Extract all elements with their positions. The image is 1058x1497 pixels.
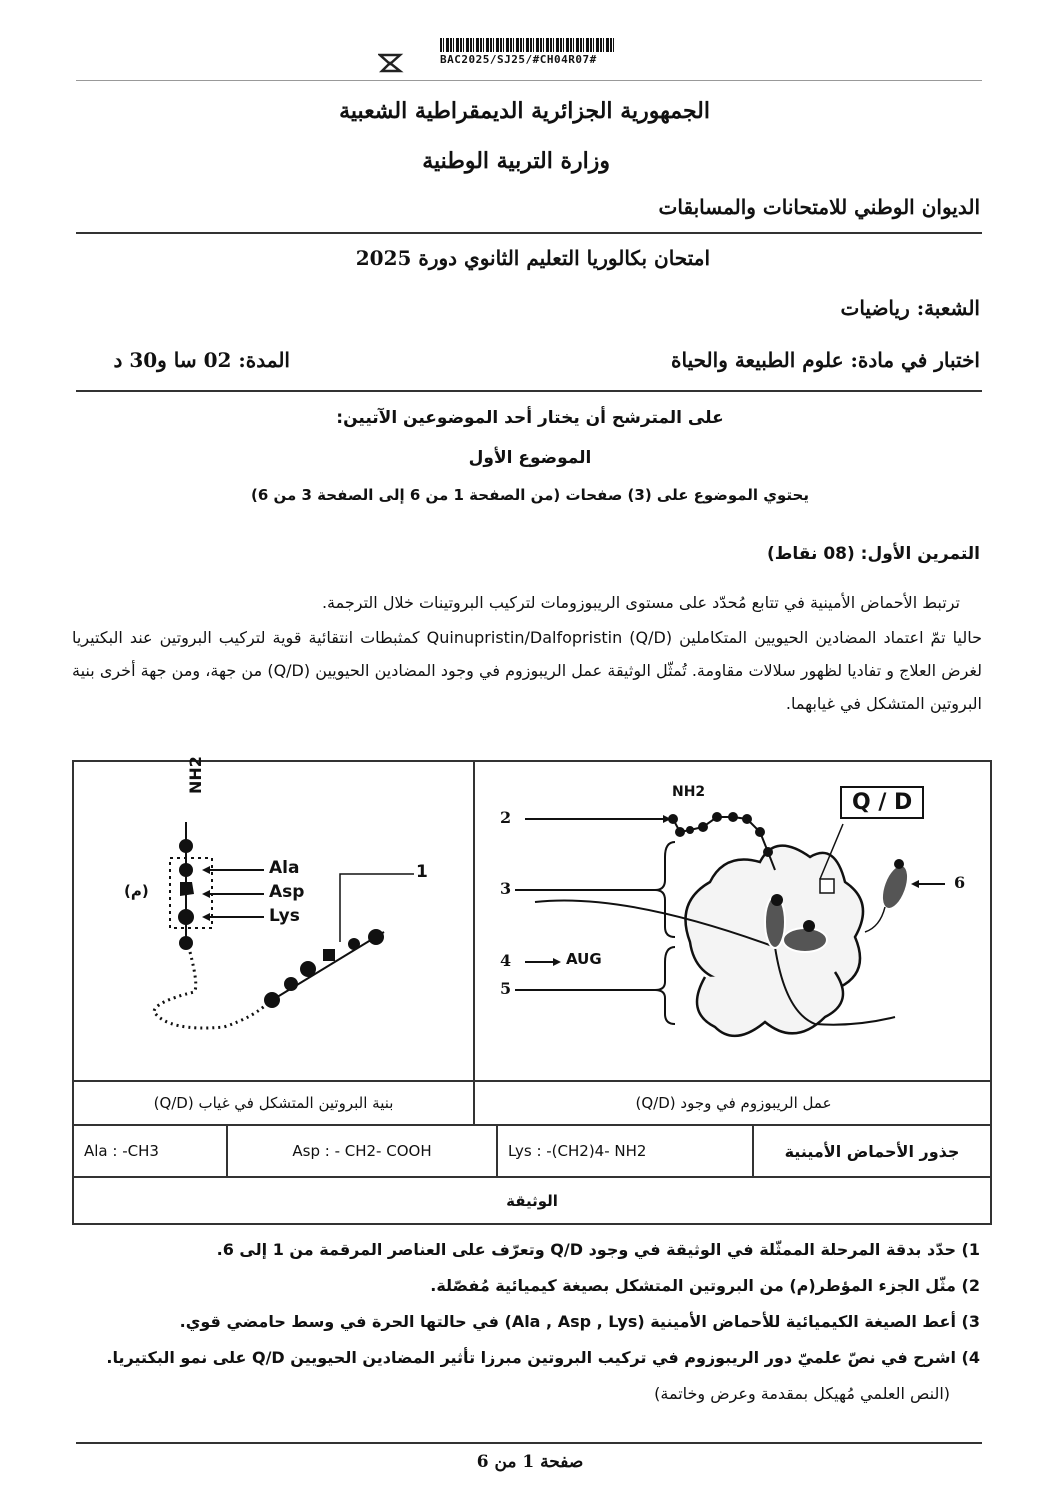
topic-pages: يحتوي الموضوع على (3) صفحات (من الصفحة 1 من 6 إلى الصفحة 3 من 6): [250, 486, 809, 504]
barcode: [440, 38, 616, 52]
label-asp: Asp: [269, 882, 305, 902]
exercise-paragraph-1: ترتبط الأحماض الأمينية في تتابع مُحدّد على مستوى الريبوزومات لتركيب البروتينات خلال الترجمة.: [321, 593, 960, 612]
document-label: الوثيقة: [506, 1191, 558, 1210]
question-1: 1) حدّد بدقة المرحلة الممثّلة في الوثيقة في وجود Q/D وتعرّف على العناصر المرقمة من 1 إلى 6.: [216, 1240, 980, 1259]
topic-title: الموضوع الأول: [468, 448, 592, 468]
caption-right: عمل الريبوزوم في وجود (Q/D): [635, 1094, 832, 1112]
radical-ala: Ala : -CH3: [84, 1142, 159, 1160]
exercise-paragraph-2: حاليا تمّ اعتماد المضادين الحيويين المتكاملين Quinupristin/Dalfopristin (Q/D) كمثبطات انتقائية قوية لتركيب البروتين عند البكتيريا لغرض العلاج و تفاديا لظهور سلالات مقاومة. تُمثّل الوثيقة عمل الريبوزوم في وجود المضادين الحيويين (Q/D) من جهة، ومن جهة أخرى بنية البروتين المتشكل في غيابهما.: [72, 628, 982, 713]
document-figure: [72, 756, 992, 1225]
office-title: الديوان الوطني للامتحانات والمسابقات: [658, 195, 980, 219]
number-6: 6: [954, 873, 966, 892]
instruction-text: على المترشح أن يختار أحد الموضوعين الآتيين:: [336, 408, 724, 428]
number-3: 3: [500, 879, 512, 898]
qd-box: Q / D: [840, 786, 924, 819]
exam-logo-icon: [378, 52, 404, 74]
exam-code: BAC2025/SJ25/#CH04R07#: [440, 53, 597, 66]
label-ala: Ala: [269, 858, 300, 878]
exam-title: امتحان بكالوريا التعليم الثانوي دورة 2025: [355, 246, 710, 270]
bracket-label-m: (م): [124, 882, 149, 900]
nh2-label-right: NH2: [672, 784, 706, 800]
question-3: 3) أعط الصيغة الكيميائية للأحماض الأمينية (Ala , Asp , Lys) في حالتها الحرة في وسط حامضي قوي.: [179, 1312, 980, 1331]
number-5: 5: [500, 979, 512, 998]
question-4: 4) اشرح في نصّ علميّ دور الريبوزوم في تركيب البروتين مبرزا تأثير المضادين الحيويين Q/D على نمو البكتيريا.: [106, 1348, 980, 1367]
radical-lys: Lys : -(CH2)4- NH2: [508, 1142, 647, 1160]
number-4: 4: [500, 951, 512, 970]
ministry-title: وزارة التربية الوطنية: [422, 148, 610, 174]
question-2: 2) مثّل الجزء المؤطر(م) من البروتين المتشكل بصيغة كيميائية مُفصّلة.: [430, 1276, 980, 1295]
subject-label: اختبار في مادة: علوم الطبيعة والحياة: [671, 348, 980, 372]
label-lys: Lys: [269, 906, 300, 926]
pointer-number-1: 1: [416, 862, 428, 882]
radicals-header: جذور الأحماض الأمينية: [784, 1141, 960, 1161]
page-number: صفحة 1 من 6: [476, 1452, 584, 1472]
republic-title: الجمهورية الجزائرية الديمقراطية الشعبية: [339, 98, 710, 124]
question-note: (النص العلمي مُهيكل بمقدمة وعرض وخاتمة): [654, 1384, 950, 1403]
duration-label: المدة: 02 سا و30 د: [113, 348, 290, 372]
codon-aug: AUG: [566, 950, 602, 968]
nh2-label-left: NH2: [186, 756, 205, 794]
caption-left: بنية البروتين المتشكل في غياب (Q/D): [153, 1094, 394, 1112]
exercise-title: التمرين الأول: (08 نقاط): [766, 544, 980, 564]
radical-asp: Asp : - CH2- COOH: [292, 1142, 432, 1160]
branch-label: الشعبة: رياضيات: [840, 296, 980, 320]
number-2: 2: [500, 808, 512, 827]
